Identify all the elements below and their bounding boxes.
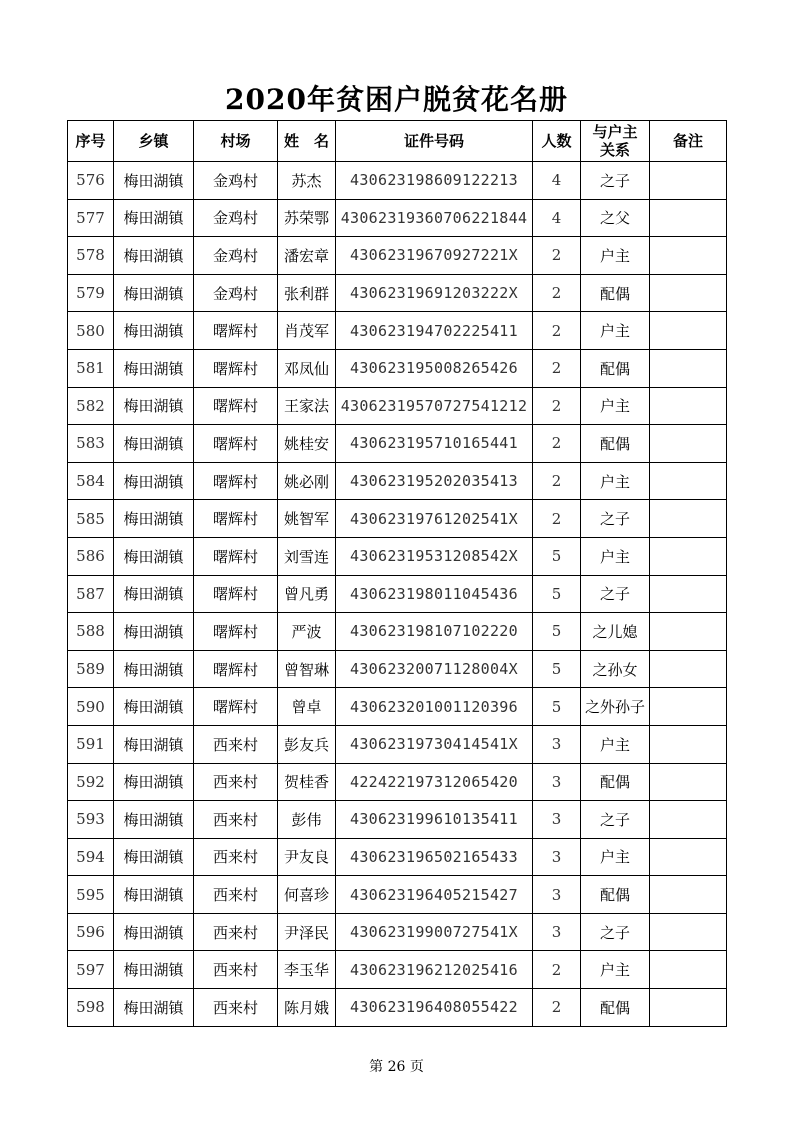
table-row	[68, 838, 727, 876]
cell-index: 577	[68, 199, 114, 237]
cell-village: 西来村	[194, 763, 278, 801]
cell-remarks	[650, 349, 727, 387]
cell-township: 梅田湖镇	[114, 199, 194, 237]
header-row	[68, 121, 727, 162]
cell-name: 曾智琳	[278, 650, 336, 688]
cell-township: 梅田湖镇	[114, 425, 194, 463]
cell-count: 4	[533, 199, 581, 237]
cell-remarks	[650, 725, 727, 763]
table-row	[68, 500, 727, 538]
cell-count: 2	[533, 237, 581, 275]
cell-remarks	[650, 500, 727, 538]
cell-id-number: 43062319670927221X	[336, 237, 533, 275]
cell-village: 西来村	[194, 989, 278, 1027]
cell-village: 曙辉村	[194, 500, 278, 538]
cell-remarks	[650, 575, 727, 613]
cell-index: 587	[68, 575, 114, 613]
cell-index: 595	[68, 876, 114, 914]
cell-village: 金鸡村	[194, 274, 278, 312]
cell-village: 金鸡村	[194, 199, 278, 237]
cell-index: 596	[68, 913, 114, 951]
cell-relation: 配偶	[581, 763, 650, 801]
cell-relation: 之父	[581, 199, 650, 237]
cell-township: 梅田湖镇	[114, 613, 194, 651]
page-title: 2020年贫困户脱贫花名册	[225, 83, 568, 116]
table-row	[68, 951, 727, 989]
cell-id-number: 430623196502165433	[336, 838, 533, 876]
cell-village: 金鸡村	[194, 162, 278, 200]
table-row	[68, 425, 727, 463]
cell-count: 2	[533, 462, 581, 500]
cell-count: 2	[533, 274, 581, 312]
cell-remarks	[650, 838, 727, 876]
cell-relation: 之孙女	[581, 650, 650, 688]
cell-name: 邓凤仙	[278, 349, 336, 387]
cell-township: 梅田湖镇	[114, 387, 194, 425]
cell-id-number: 430623198107102220	[336, 613, 533, 651]
cell-remarks	[650, 876, 727, 914]
cell-name: 何喜珍	[278, 876, 336, 914]
cell-relation: 户主	[581, 237, 650, 275]
cell-village: 曙辉村	[194, 575, 278, 613]
cell-index: 586	[68, 537, 114, 575]
table-row	[68, 725, 727, 763]
cell-id-number: 43062320071128004X	[336, 650, 533, 688]
cell-name: 尹泽民	[278, 913, 336, 951]
cell-name: 彭友兵	[278, 725, 336, 763]
cell-id-number: 430623199610135411	[336, 801, 533, 839]
cell-index: 579	[68, 274, 114, 312]
cell-relation: 户主	[581, 387, 650, 425]
table-row	[68, 989, 727, 1027]
cell-village: 曙辉村	[194, 537, 278, 575]
cell-id-number: 430623196212025416	[336, 951, 533, 989]
cell-name: 彭伟	[278, 801, 336, 839]
cell-name: 陈月娥	[278, 989, 336, 1027]
cell-id-number: 43062319531208542X	[336, 537, 533, 575]
cell-index: 593	[68, 801, 114, 839]
header-village: 村场	[194, 121, 278, 162]
cell-id-number: 4306231936070622184​4	[336, 199, 533, 237]
cell-index: 582	[68, 387, 114, 425]
cell-relation: 配偶	[581, 989, 650, 1027]
cell-remarks	[650, 913, 727, 951]
cell-name: 姚必刚	[278, 462, 336, 500]
cell-remarks	[650, 462, 727, 500]
cell-remarks	[650, 537, 727, 575]
cell-village: 金鸡村	[194, 237, 278, 275]
cell-count: 3	[533, 763, 581, 801]
cell-remarks	[650, 425, 727, 463]
cell-township: 梅田湖镇	[114, 162, 194, 200]
table-row	[68, 274, 727, 312]
cell-township: 梅田湖镇	[114, 989, 194, 1027]
cell-relation: 之子	[581, 913, 650, 951]
cell-relation: 户主	[581, 312, 650, 350]
cell-village: 曙辉村	[194, 613, 278, 651]
table-row	[68, 650, 727, 688]
cell-index: 591	[68, 725, 114, 763]
table-row	[68, 199, 727, 237]
cell-village: 西来村	[194, 838, 278, 876]
cell-relation: 户主	[581, 951, 650, 989]
cell-id-number: 43062319730414541X	[336, 725, 533, 763]
cell-remarks	[650, 237, 727, 275]
header-relation	[581, 121, 650, 162]
cell-index: 594	[68, 838, 114, 876]
cell-remarks	[650, 688, 727, 726]
table-row	[68, 763, 727, 801]
cell-township: 梅田湖镇	[114, 876, 194, 914]
cell-count: 2	[533, 349, 581, 387]
cell-name: 贺桂香	[278, 763, 336, 801]
header-index: 序号	[68, 121, 114, 162]
cell-count: 2	[533, 425, 581, 463]
cell-name: 曾卓	[278, 688, 336, 726]
cell-township: 梅田湖镇	[114, 801, 194, 839]
cell-index: 589	[68, 650, 114, 688]
cell-township: 梅田湖镇	[114, 838, 194, 876]
table-body	[68, 162, 727, 1027]
header-remarks: 备注	[650, 121, 727, 162]
cell-index: 580	[68, 312, 114, 350]
table-row	[68, 349, 727, 387]
header-id-number: 证件号码	[336, 121, 533, 162]
cell-township: 梅田湖镇	[114, 763, 194, 801]
cell-count: 2	[533, 989, 581, 1027]
cell-index: 590	[68, 688, 114, 726]
cell-remarks	[650, 650, 727, 688]
cell-name: 苏荣鄂	[278, 199, 336, 237]
cell-village: 西来村	[194, 951, 278, 989]
cell-count: 5	[533, 537, 581, 575]
cell-township: 梅田湖镇	[114, 913, 194, 951]
cell-id-number: 430623195008265426	[336, 349, 533, 387]
cell-village: 曙辉村	[194, 349, 278, 387]
cell-index: 584	[68, 462, 114, 500]
cell-count: 5	[533, 575, 581, 613]
cell-count: 2	[533, 312, 581, 350]
cell-township: 梅田湖镇	[114, 274, 194, 312]
cell-id-number: 430623198011045436	[336, 575, 533, 613]
header-name: 姓 名	[278, 121, 336, 162]
cell-index: 585	[68, 500, 114, 538]
cell-remarks	[650, 801, 727, 839]
cell-relation: 之子	[581, 575, 650, 613]
cell-township: 梅田湖镇	[114, 349, 194, 387]
page-number: 第 26 页	[369, 1059, 424, 1075]
cell-count: 3	[533, 801, 581, 839]
header-township: 乡镇	[114, 121, 194, 162]
cell-index: 597	[68, 951, 114, 989]
cell-relation: 户主	[581, 725, 650, 763]
header-relation-line1: 与户主	[592, 123, 638, 141]
cell-village: 西来村	[194, 725, 278, 763]
cell-id-number: 430623195710165441	[336, 425, 533, 463]
cell-id-number: 43062319570727541212	[336, 387, 533, 425]
cell-relation: 之子	[581, 801, 650, 839]
cell-village: 西来村	[194, 801, 278, 839]
table-row	[68, 575, 727, 613]
table-row	[68, 537, 727, 575]
header-count: 人数	[533, 121, 581, 162]
cell-id-number: 430623196405215427	[336, 876, 533, 914]
cell-id-number: 430623201001120396	[336, 688, 533, 726]
cell-township: 梅田湖镇	[114, 237, 194, 275]
cell-village: 曙辉村	[194, 387, 278, 425]
cell-id-number: 43062319900727541X	[336, 913, 533, 951]
cell-remarks	[650, 763, 727, 801]
cell-id-number: 430623198609122213	[336, 162, 533, 200]
cell-name: 曾凡勇	[278, 575, 336, 613]
cell-name: 姚桂安	[278, 425, 336, 463]
cell-index: 583	[68, 425, 114, 463]
cell-relation: 配偶	[581, 274, 650, 312]
cell-name: 李玉华	[278, 951, 336, 989]
cell-index: 592	[68, 763, 114, 801]
cell-name: 严波	[278, 613, 336, 651]
cell-township: 梅田湖镇	[114, 312, 194, 350]
cell-relation: 配偶	[581, 876, 650, 914]
table-row	[68, 312, 727, 350]
table-row	[68, 801, 727, 839]
cell-count: 2	[533, 500, 581, 538]
cell-village: 曙辉村	[194, 688, 278, 726]
cell-remarks	[650, 613, 727, 651]
cell-name: 刘雪连	[278, 537, 336, 575]
cell-name: 肖茂军	[278, 312, 336, 350]
cell-count: 3	[533, 913, 581, 951]
table-row	[68, 913, 727, 951]
cell-relation: 之外孙子	[581, 688, 650, 726]
cell-township: 梅田湖镇	[114, 537, 194, 575]
table-row	[68, 162, 727, 200]
cell-count: 3	[533, 725, 581, 763]
cell-name: 潘宏章	[278, 237, 336, 275]
cell-remarks	[650, 989, 727, 1027]
cell-name: 苏杰	[278, 162, 336, 200]
table-row	[68, 876, 727, 914]
cell-id-number: 43062319761202541X	[336, 500, 533, 538]
cell-count: 5	[533, 650, 581, 688]
cell-township: 梅田湖镇	[114, 462, 194, 500]
cell-index: 578	[68, 237, 114, 275]
cell-village: 西来村	[194, 913, 278, 951]
cell-id-number: 43062319691203222X	[336, 274, 533, 312]
table-row	[68, 613, 727, 651]
cell-count: 5	[533, 613, 581, 651]
table-row	[68, 237, 727, 275]
table-row	[68, 688, 727, 726]
cell-township: 梅田湖镇	[114, 650, 194, 688]
cell-remarks	[650, 162, 727, 200]
cell-remarks	[650, 199, 727, 237]
cell-id-number: 430623195202035413	[336, 462, 533, 500]
cell-count: 5	[533, 688, 581, 726]
cell-index: 576	[68, 162, 114, 200]
cell-remarks	[650, 274, 727, 312]
cell-township: 梅田湖镇	[114, 688, 194, 726]
cell-township: 梅田湖镇	[114, 951, 194, 989]
cell-remarks	[650, 951, 727, 989]
cell-village: 曙辉村	[194, 462, 278, 500]
cell-remarks	[650, 312, 727, 350]
cell-relation: 之子	[581, 162, 650, 200]
cell-name: 张利群	[278, 274, 336, 312]
cell-id-number: 430623194702225411	[336, 312, 533, 350]
cell-count: 3	[533, 838, 581, 876]
table-row	[68, 387, 727, 425]
cell-relation: 之儿媳	[581, 613, 650, 651]
cell-relation: 配偶	[581, 425, 650, 463]
cell-relation: 户主	[581, 462, 650, 500]
cell-village: 曙辉村	[194, 312, 278, 350]
cell-village: 曙辉村	[194, 650, 278, 688]
cell-relation: 户主	[581, 537, 650, 575]
cell-count: 2	[533, 951, 581, 989]
cell-name: 王家法	[278, 387, 336, 425]
cell-township: 梅田湖镇	[114, 575, 194, 613]
cell-village: 西来村	[194, 876, 278, 914]
cell-id-number: 430623196408055422	[336, 989, 533, 1027]
cell-count: 3	[533, 876, 581, 914]
cell-village: 曙辉村	[194, 425, 278, 463]
cell-remarks	[650, 387, 727, 425]
cell-count: 2	[533, 387, 581, 425]
cell-name: 姚智军	[278, 500, 336, 538]
cell-index: 598	[68, 989, 114, 1027]
cell-relation: 户主	[581, 838, 650, 876]
header-relation-line2: 关系	[599, 141, 630, 159]
cell-relation: 之子	[581, 500, 650, 538]
cell-township: 梅田湖镇	[114, 500, 194, 538]
cell-index: 588	[68, 613, 114, 651]
cell-relation: 配偶	[581, 349, 650, 387]
roster-table	[67, 120, 727, 1027]
cell-township: 梅田湖镇	[114, 725, 194, 763]
cell-index: 581	[68, 349, 114, 387]
cell-count: 4	[533, 162, 581, 200]
cell-name: 尹友良	[278, 838, 336, 876]
table-row	[68, 462, 727, 500]
cell-id-number: 422422197312065420	[336, 763, 533, 801]
